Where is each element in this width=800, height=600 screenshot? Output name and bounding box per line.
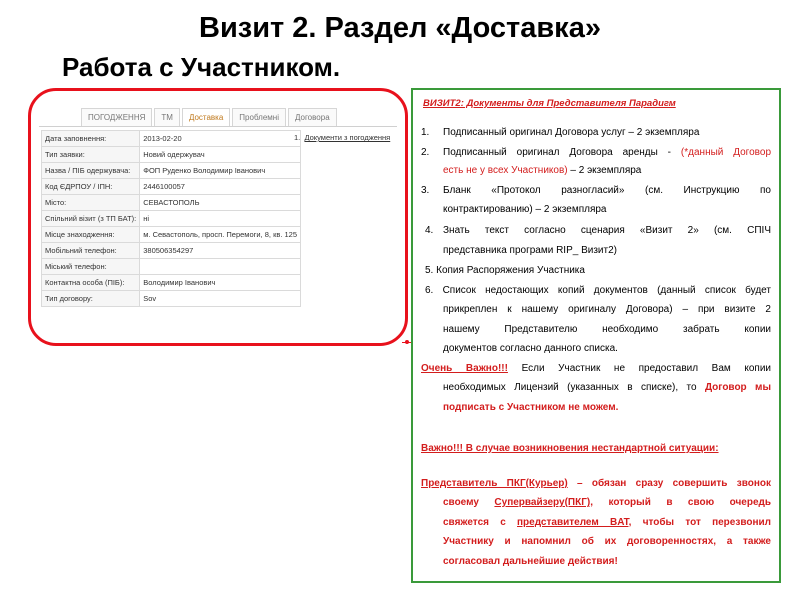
item-text: Подписанный оригинал Договора аренды - — [443, 147, 672, 158]
documents-link[interactable]: Документи з погодження — [304, 133, 391, 142]
field-value: м. Севастополь, просп. Перемоги, 8, кв. 125 — [140, 227, 301, 243]
table-row — [42, 211, 301, 227]
courier-text: своему — [443, 497, 479, 508]
form-fields-table — [41, 130, 301, 307]
item-text: – 2 экземпляра — [570, 165, 642, 176]
table-row — [42, 243, 301, 259]
field-value: Sov — [140, 291, 301, 307]
tab-dogovora[interactable]: Договора — [288, 108, 337, 127]
field-value: 380506354297 — [140, 243, 301, 259]
field-value: 2013-02-20 — [140, 131, 301, 147]
field-value: ні — [140, 211, 301, 227]
field-label: Місто: — [42, 195, 140, 211]
item-text: прикреплен к нашему оригиналу Договора) – при визите 2 — [443, 304, 771, 315]
connector-dot — [405, 340, 409, 344]
field-label: Контактна особа (ПІБ): — [42, 275, 140, 291]
tab-problemni[interactable]: Проблемні — [232, 108, 286, 127]
important-emphasis: Договор мы — [704, 382, 771, 393]
form-screenshot-panel — [28, 88, 408, 346]
field-label: Код ЄДРПОУ / ІПН: — [42, 179, 140, 195]
table-row — [42, 291, 301, 307]
item-number: 2. — [421, 147, 430, 158]
field-value: Володимир Іванович — [140, 275, 301, 291]
field-label: Місце знаходження: — [42, 227, 140, 243]
tabs-divider — [39, 126, 397, 127]
courier-text: Участнику и напомнил об их договоренностях, а также — [443, 536, 771, 547]
courier-text: Супервайзеру(ПКГ), — [494, 497, 593, 508]
courier-text: представителем BAT, — [517, 517, 632, 528]
field-label: Дата заповнення: — [42, 131, 140, 147]
form-tabs — [81, 108, 339, 126]
nonstandard-heading — [421, 439, 771, 458]
item-number: 4. — [425, 225, 434, 236]
courier-text: – обязан сразу совершить звонок — [577, 478, 772, 489]
field-value: СЕВАСТОПОЛЬ — [140, 195, 301, 211]
tab-pogodzhennya[interactable]: ПОГОДЖЕННЯ — [81, 108, 152, 127]
field-label: Назва / ПІБ одержувача: — [42, 163, 140, 179]
item-note: (*данный Договор — [680, 147, 771, 158]
field-value: ФОП Руденко Володимир Іванович — [140, 163, 301, 179]
important-text: Если Участник не предоставил Вам копии — [521, 363, 772, 374]
item-text: контрактированию) – 2 экземпляра — [443, 204, 607, 215]
tab-tm[interactable]: ТМ — [154, 108, 180, 127]
table-row — [42, 275, 301, 291]
field-label: Тип заявки: — [42, 147, 140, 163]
courier-label: Представитель ПКГ(Курьер) — [421, 478, 568, 489]
table-row — [42, 147, 301, 163]
field-value — [140, 259, 301, 275]
table-row — [42, 179, 301, 195]
item-text: нашему Представителю необходимо забрать копии — [443, 324, 771, 335]
slide-subtitle: Работа с Участником. — [62, 52, 341, 82]
field-label: Спільний візит (з ТП БАТ): — [42, 211, 140, 227]
table-row — [42, 259, 301, 275]
important-label: Очень Важно!!! — [421, 363, 508, 374]
item-text: 6. Список недостающих копий документов (данный список будет — [425, 285, 771, 296]
documents-list — [294, 133, 390, 142]
list-item: 5. Копия Распоряжения Участника — [425, 265, 585, 276]
courier-text: чтобы тот перезвонил — [642, 517, 771, 528]
item-number: 1. — [421, 127, 430, 138]
nonstandard-text: Важно!!! В случае возникновения нестандартной ситуации: — [421, 443, 719, 454]
field-label: Тип договору: — [42, 291, 140, 307]
tab-dostavka[interactable]: Доставка — [182, 108, 230, 127]
field-label: Мобільний телефон: — [42, 243, 140, 259]
doc-number: 1. — [294, 133, 301, 142]
courier-text: свяжется с — [443, 517, 506, 528]
table-row — [42, 131, 301, 147]
field-value: 2446100057 — [140, 179, 301, 195]
slide-title: Визит 2. Раздел «Доставка» — [199, 12, 601, 44]
important-text: необходимых Лицензий (указанных в списке), то — [443, 382, 697, 393]
table-row — [42, 227, 301, 243]
field-value: Новий одержувач — [140, 147, 301, 163]
item-text: Знать текст согласно сценария «Визит 2» (см. СПІЧ — [443, 225, 771, 236]
courier-text: согласовал дальнейшие действия! — [443, 556, 618, 567]
item-note: есть не у всех Участников) — [443, 165, 568, 176]
table-row — [42, 163, 301, 179]
table-row — [42, 195, 301, 211]
item-text: Подписанный оригинал Договора услуг – 2 экземпляра — [443, 127, 700, 138]
item-number: 3. — [421, 185, 430, 196]
item-text: представника програми RIP_ Визит2) — [443, 245, 617, 256]
courier-text: который в свою очередь — [608, 497, 771, 508]
field-label: Міський телефон: — [42, 259, 140, 275]
item-text: Бланк «Протокол разногласий» (см. Инструкцию по — [443, 185, 771, 196]
instructions-heading: ВИЗИТ2: Документы для Представителя Парадигм — [423, 98, 676, 109]
important-emphasis: подписать с Участником не можем. — [443, 402, 619, 413]
item-text: документов согласно данного списка. — [443, 343, 618, 354]
instructions-box — [411, 88, 781, 583]
